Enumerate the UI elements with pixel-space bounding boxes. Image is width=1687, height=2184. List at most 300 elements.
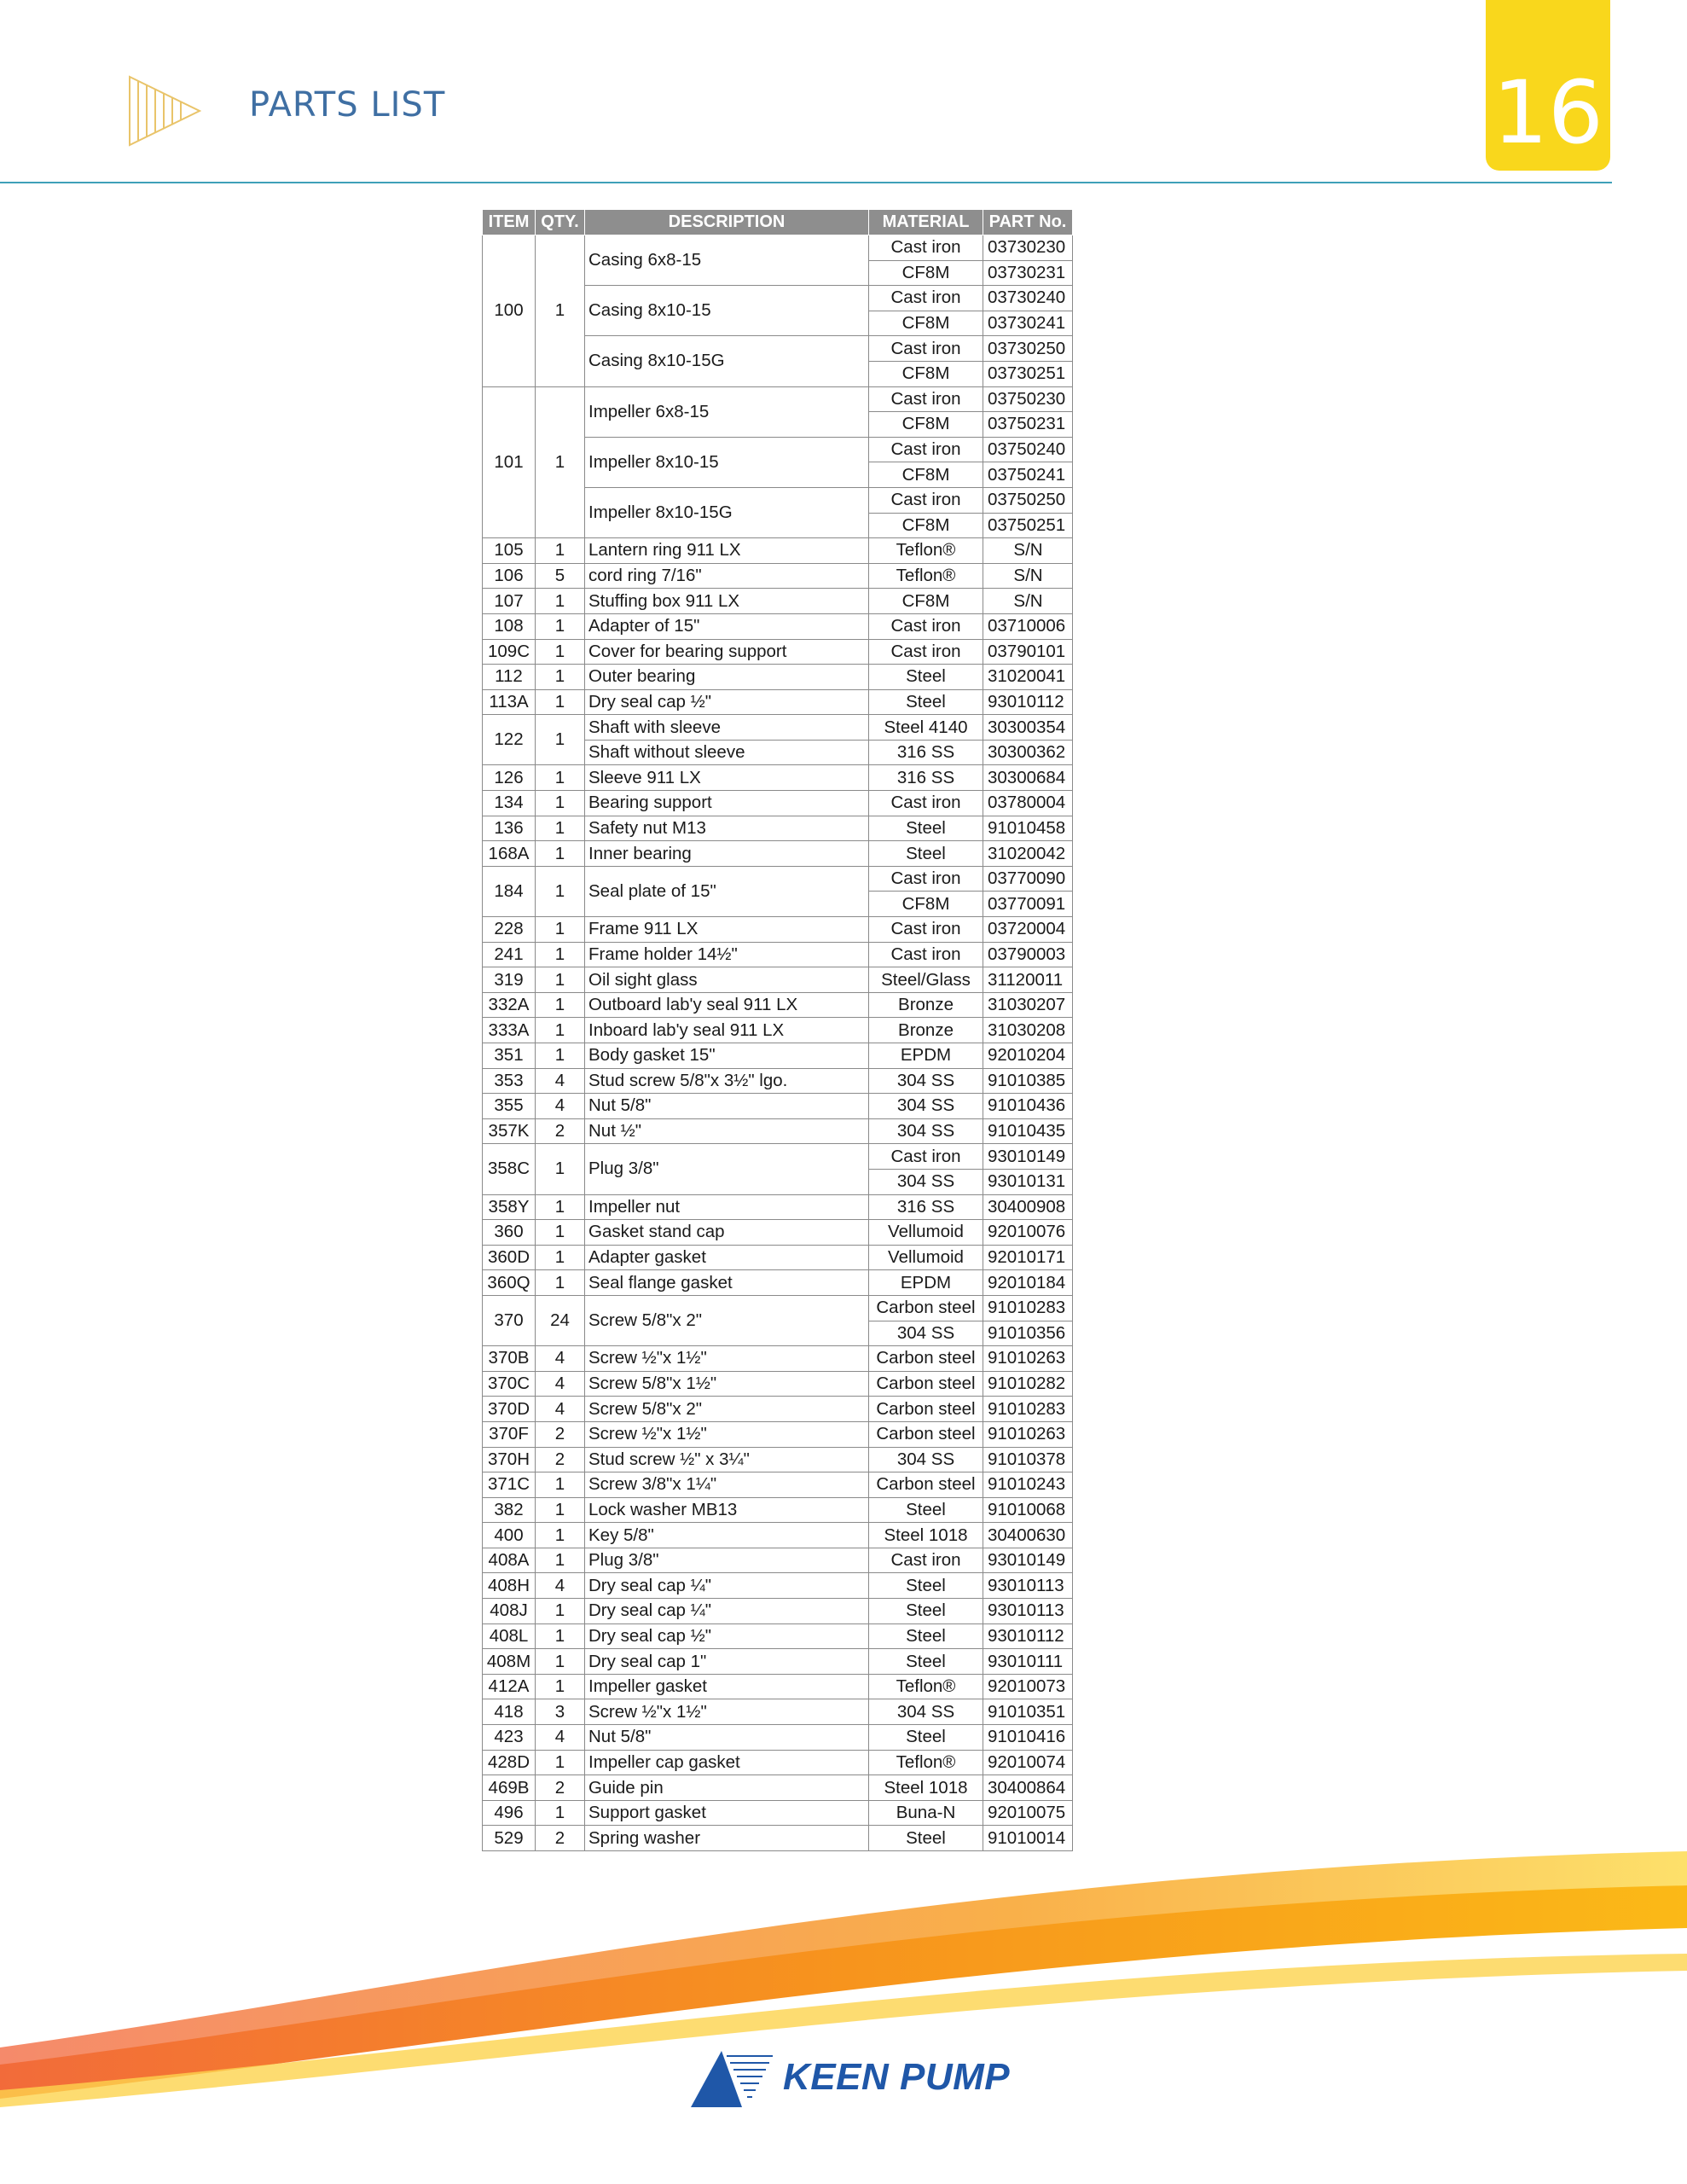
cell-part-no: 03750240 <box>983 437 1073 462</box>
cell-material: Vellumoid <box>869 1220 983 1246</box>
header-part-no: PART No. <box>983 210 1073 235</box>
cell-part-no: 91010385 <box>983 1068 1073 1094</box>
cell-part-no: 92010075 <box>983 1800 1073 1826</box>
table-row <box>483 1623 1073 1649</box>
cell-qty: 5 <box>536 563 585 589</box>
cell-description: Dry seal cap ½" <box>585 1623 869 1649</box>
cell-part-no: 30300684 <box>983 765 1073 791</box>
cell-item: 370B <box>483 1346 536 1372</box>
keen-pump-logo-icon <box>689 2049 774 2109</box>
table-row <box>483 1775 1073 1801</box>
cell-description: Screw ½"x 1½" <box>585 1699 869 1725</box>
cell-description: Outboard lab'y seal 911 LX <box>585 992 869 1018</box>
table-row <box>483 1094 1073 1119</box>
cell-item: 105 <box>483 538 536 564</box>
cell-qty: 1 <box>536 1800 585 1826</box>
table-row <box>483 1371 1073 1397</box>
cell-part-no: 31020042 <box>983 841 1073 867</box>
cell-item: 360D <box>483 1245 536 1270</box>
cell-part-no: 92010076 <box>983 1220 1073 1246</box>
cell-qty: 1 <box>536 967 585 993</box>
cell-material: 304 SS <box>869 1447 983 1472</box>
cell-part-no: 92010074 <box>983 1750 1073 1775</box>
cell-material: Carbon steel <box>869 1421 983 1447</box>
table-row <box>483 1573 1073 1599</box>
cell-qty: 1 <box>536 841 585 867</box>
cell-description: Nut 5/8" <box>585 1725 869 1751</box>
cell-description: Screw 5/8"x 2" <box>585 1295 869 1345</box>
cell-description: Seal plate of 15" <box>585 866 869 916</box>
table-row <box>483 1599 1073 1624</box>
cell-part-no: 91010351 <box>983 1699 1073 1725</box>
cell-item: 428D <box>483 1750 536 1775</box>
table-row <box>483 689 1073 715</box>
cell-material: Cast iron <box>869 791 983 816</box>
cell-description: Screw 3/8"x 1¼" <box>585 1472 869 1498</box>
cell-qty: 1 <box>536 1523 585 1548</box>
cell-qty: 1 <box>536 589 585 614</box>
cell-qty: 4 <box>536 1725 585 1751</box>
table-row <box>483 1472 1073 1498</box>
table-row <box>483 791 1073 816</box>
cell-item: 400 <box>483 1523 536 1548</box>
header-divider <box>0 182 1612 183</box>
cell-material: Carbon steel <box>869 1397 983 1422</box>
cell-qty: 1 <box>536 538 585 564</box>
table-row <box>483 639 1073 665</box>
cell-material: Bronze <box>869 992 983 1018</box>
cell-item: 408H <box>483 1573 536 1599</box>
cell-qty: 1 <box>536 1497 585 1523</box>
cell-material: Steel <box>869 1599 983 1624</box>
cell-item: 136 <box>483 816 536 841</box>
cell-part-no: 03730250 <box>983 336 1073 362</box>
cell-part-no: 03750230 <box>983 386 1073 412</box>
cell-item: 408J <box>483 1599 536 1624</box>
cell-material: Teflon® <box>869 563 983 589</box>
cell-description: Gasket stand cap <box>585 1220 869 1246</box>
cell-description: Dry seal cap 1" <box>585 1649 869 1675</box>
cell-description: Dry seal cap ¼" <box>585 1573 869 1599</box>
cell-qty: 1 <box>536 1018 585 1043</box>
cell-material: 304 SS <box>869 1321 983 1346</box>
cell-qty: 4 <box>536 1068 585 1094</box>
cell-item: 382 <box>483 1497 536 1523</box>
cell-qty: 1 <box>536 1623 585 1649</box>
cell-part-no: 91010416 <box>983 1725 1073 1751</box>
cell-item: 319 <box>483 967 536 993</box>
cell-qty: 4 <box>536 1094 585 1119</box>
cell-part-no: 91010243 <box>983 1472 1073 1498</box>
cell-part-no: 03780004 <box>983 791 1073 816</box>
cell-description: Stud screw ½" x 3¼" <box>585 1447 869 1472</box>
cell-qty: 1 <box>536 1144 585 1194</box>
table-row <box>483 1649 1073 1675</box>
cell-material: Cast iron <box>869 942 983 967</box>
cell-description: Impeller 8x10-15G <box>585 487 869 537</box>
cell-part-no: 30400908 <box>983 1194 1073 1220</box>
cell-qty: 1 <box>536 639 585 665</box>
cell-material: Steel <box>869 816 983 841</box>
cell-material: Steel <box>869 1623 983 1649</box>
cell-material: Cast iron <box>869 386 983 412</box>
cell-description: Casing 8x10-15 <box>585 286 869 336</box>
cell-qty: 24 <box>536 1295 585 1345</box>
cell-material: Steel 1018 <box>869 1775 983 1801</box>
cell-part-no: 03710006 <box>983 613 1073 639</box>
header-material: MATERIAL <box>869 210 983 235</box>
cell-item: 358Y <box>483 1194 536 1220</box>
cell-qty: 1 <box>536 992 585 1018</box>
cell-material: CF8M <box>869 589 983 614</box>
table-header-row <box>483 210 1073 235</box>
cell-material: CF8M <box>869 892 983 917</box>
cell-description: Adapter of 15" <box>585 613 869 639</box>
cell-part-no: 93010112 <box>983 1623 1073 1649</box>
parts-table <box>482 209 1073 1851</box>
cell-qty: 1 <box>536 765 585 791</box>
table-row <box>483 538 1073 564</box>
page-title: PARTS LIST <box>249 85 446 125</box>
cell-description: Screw ½"x 1½" <box>585 1421 869 1447</box>
cell-material: Cast iron <box>869 235 983 261</box>
cell-description: Screw 5/8"x 2" <box>585 1397 869 1422</box>
cell-qty: 1 <box>536 665 585 690</box>
cell-description: Impeller gasket <box>585 1674 869 1699</box>
cell-qty: 1 <box>536 942 585 967</box>
cell-material: Cast iron <box>869 286 983 311</box>
table-row <box>483 1523 1073 1548</box>
cell-qty: 4 <box>536 1397 585 1422</box>
table-row <box>483 1497 1073 1523</box>
cell-part-no: 03770091 <box>983 892 1073 917</box>
header-description: DESCRIPTION <box>585 210 869 235</box>
header-qty: QTY. <box>536 210 585 235</box>
cell-material: Carbon steel <box>869 1346 983 1372</box>
cell-description: Bearing support <box>585 791 869 816</box>
brand-chevron-icon <box>126 73 203 148</box>
table-row <box>483 1397 1073 1422</box>
cell-item: 100 <box>483 235 536 387</box>
cell-part-no: 31030208 <box>983 1018 1073 1043</box>
cell-item: 113A <box>483 689 536 715</box>
cell-material: Carbon steel <box>869 1472 983 1498</box>
cell-part-no: 03750241 <box>983 462 1073 488</box>
cell-part-no: 91010436 <box>983 1094 1073 1119</box>
cell-material: Steel/Glass <box>869 967 983 993</box>
cell-part-no: 91010263 <box>983 1421 1073 1447</box>
table-row <box>483 917 1073 943</box>
cell-part-no: 93010113 <box>983 1599 1073 1624</box>
table-row <box>483 1725 1073 1751</box>
cell-material: CF8M <box>869 260 983 286</box>
cell-material: Steel <box>869 665 983 690</box>
cell-description: Outer bearing <box>585 665 869 690</box>
table-row <box>483 1194 1073 1220</box>
cell-item: 333A <box>483 1018 536 1043</box>
cell-material: 304 SS <box>869 1169 983 1194</box>
cell-material: Teflon® <box>869 1750 983 1775</box>
cell-description: Adapter gasket <box>585 1245 869 1270</box>
cell-item: 412A <box>483 1674 536 1699</box>
cell-part-no: 03750251 <box>983 513 1073 538</box>
cell-part-no: S/N <box>983 563 1073 589</box>
cell-part-no: 92010171 <box>983 1245 1073 1270</box>
cell-item: 370D <box>483 1397 536 1422</box>
cell-item: 353 <box>483 1068 536 1094</box>
cell-qty: 1 <box>536 1194 585 1220</box>
cell-material: 304 SS <box>869 1699 983 1725</box>
cell-description: Inboard lab'y seal 911 LX <box>585 1018 869 1043</box>
cell-material: Carbon steel <box>869 1295 983 1321</box>
cell-description: Nut 5/8" <box>585 1094 869 1119</box>
cell-item: 423 <box>483 1725 536 1751</box>
cell-material: Steel <box>869 689 983 715</box>
cell-item: 408L <box>483 1623 536 1649</box>
page-number-tab <box>1486 0 1610 171</box>
cell-description: Casing 6x8-15 <box>585 235 869 286</box>
table-row <box>483 1245 1073 1270</box>
cell-description: Stuffing box 911 LX <box>585 589 869 614</box>
table-row <box>483 715 1073 741</box>
table-row <box>483 1144 1073 1170</box>
cell-qty: 2 <box>536 1775 585 1801</box>
cell-item: 360 <box>483 1220 536 1246</box>
cell-part-no: 03730251 <box>983 361 1073 386</box>
cell-material: Steel <box>869 1573 983 1599</box>
cell-item: 408M <box>483 1649 536 1675</box>
cell-item: 370 <box>483 1295 536 1345</box>
cell-material: Cast iron <box>869 336 983 362</box>
cell-item: 126 <box>483 765 536 791</box>
cell-item: 168A <box>483 841 536 867</box>
cell-qty: 1 <box>536 1674 585 1699</box>
cell-material: Steel <box>869 1826 983 1851</box>
cell-part-no: 30400864 <box>983 1775 1073 1801</box>
cell-item: 370H <box>483 1447 536 1472</box>
cell-material: 304 SS <box>869 1094 983 1119</box>
cell-part-no: 92010204 <box>983 1043 1073 1069</box>
table-row <box>483 866 1073 892</box>
cell-qty: 2 <box>536 1118 585 1144</box>
cell-material: Cast iron <box>869 639 983 665</box>
cell-description: Screw ½"x 1½" <box>585 1346 869 1372</box>
table-row <box>483 1699 1073 1725</box>
cell-part-no: 03730231 <box>983 260 1073 286</box>
cell-qty: 1 <box>536 791 585 816</box>
cell-item: 370C <box>483 1371 536 1397</box>
cell-description: Guide pin <box>585 1775 869 1801</box>
cell-item: 371C <box>483 1472 536 1498</box>
table-row <box>483 235 1073 261</box>
cell-description: Stud screw 5/8"x 3½" lgo. <box>585 1068 869 1094</box>
cell-part-no: 03730241 <box>983 311 1073 336</box>
cell-part-no: 91010283 <box>983 1397 1073 1422</box>
cell-description: Shaft without sleeve <box>585 740 869 765</box>
cell-material: Buna-N <box>869 1800 983 1826</box>
cell-part-no: 91010283 <box>983 1295 1073 1321</box>
cell-part-no: 91010282 <box>983 1371 1073 1397</box>
cell-description: Dry seal cap ¼" <box>585 1599 869 1624</box>
cell-item: 228 <box>483 917 536 943</box>
cell-qty: 2 <box>536 1826 585 1851</box>
cell-description: Lantern ring 911 LX <box>585 538 869 564</box>
cell-part-no: 93010112 <box>983 689 1073 715</box>
cell-material: 304 SS <box>869 1068 983 1094</box>
cell-qty: 1 <box>536 1043 585 1069</box>
cell-qty: 1 <box>536 1599 585 1624</box>
cell-material: Carbon steel <box>869 1371 983 1397</box>
cell-material: Steel <box>869 1725 983 1751</box>
cell-qty: 1 <box>536 1750 585 1775</box>
cell-part-no: 31120011 <box>983 967 1073 993</box>
cell-qty: 2 <box>536 1447 585 1472</box>
cell-part-no: 93010113 <box>983 1573 1073 1599</box>
table-row <box>483 589 1073 614</box>
table-row <box>483 386 1073 412</box>
cell-part-no: S/N <box>983 589 1073 614</box>
cell-item: 106 <box>483 563 536 589</box>
cell-item: 358C <box>483 1144 536 1194</box>
cell-item: 241 <box>483 942 536 967</box>
header-item: ITEM <box>483 210 536 235</box>
cell-description: Key 5/8" <box>585 1523 869 1548</box>
cell-part-no: 03790101 <box>983 639 1073 665</box>
cell-part-no: 91010356 <box>983 1321 1073 1346</box>
cell-part-no: 03750250 <box>983 487 1073 513</box>
cell-qty: 1 <box>536 715 585 765</box>
cell-item: 469B <box>483 1775 536 1801</box>
cell-material: Cast iron <box>869 1548 983 1573</box>
cell-material: 316 SS <box>869 1194 983 1220</box>
cell-description: Lock washer MB13 <box>585 1497 869 1523</box>
cell-part-no: 93010149 <box>983 1548 1073 1573</box>
cell-qty: 1 <box>536 689 585 715</box>
cell-qty: 1 <box>536 866 585 916</box>
cell-qty: 1 <box>536 917 585 943</box>
cell-part-no: 03730240 <box>983 286 1073 311</box>
cell-material: Vellumoid <box>869 1245 983 1270</box>
cell-part-no: 03770090 <box>983 866 1073 892</box>
cell-item: 122 <box>483 715 536 765</box>
cell-qty: 1 <box>536 1548 585 1573</box>
cell-description: Frame 911 LX <box>585 917 869 943</box>
cell-description: Sleeve 911 LX <box>585 765 869 791</box>
cell-part-no: 91010263 <box>983 1346 1073 1372</box>
cell-part-no: 91010014 <box>983 1826 1073 1851</box>
table-row <box>483 765 1073 791</box>
cell-qty: 1 <box>536 1220 585 1246</box>
cell-item: 351 <box>483 1043 536 1069</box>
cell-description: Spring washer <box>585 1826 869 1851</box>
cell-part-no: 30300362 <box>983 740 1073 765</box>
cell-description: Shaft with sleeve <box>585 715 869 741</box>
cell-part-no: 92010073 <box>983 1674 1073 1699</box>
cell-item: 418 <box>483 1699 536 1725</box>
cell-material: EPDM <box>869 1270 983 1296</box>
cell-material: Steel <box>869 841 983 867</box>
cell-description: Impeller nut <box>585 1194 869 1220</box>
cell-item: 529 <box>483 1826 536 1851</box>
table-row <box>483 1118 1073 1144</box>
cell-material: Cast iron <box>869 437 983 462</box>
cell-description: Body gasket 15" <box>585 1043 869 1069</box>
cell-item: 107 <box>483 589 536 614</box>
cell-description: Cover for bearing support <box>585 639 869 665</box>
table-row <box>483 841 1073 867</box>
cell-item: 184 <box>483 866 536 916</box>
cell-material: CF8M <box>869 311 983 336</box>
cell-qty: 1 <box>536 816 585 841</box>
table-row <box>483 563 1073 589</box>
cell-item: 134 <box>483 791 536 816</box>
cell-material: CF8M <box>869 361 983 386</box>
cell-material: 304 SS <box>869 1118 983 1144</box>
table-row <box>483 1674 1073 1699</box>
cell-description: Impeller cap gasket <box>585 1750 869 1775</box>
cell-part-no: 03720004 <box>983 917 1073 943</box>
cell-description: Seal flange gasket <box>585 1270 869 1296</box>
cell-material: Cast iron <box>869 866 983 892</box>
cell-qty: 4 <box>536 1346 585 1372</box>
cell-part-no: 31030207 <box>983 992 1073 1018</box>
cell-material: Steel <box>869 1649 983 1675</box>
cell-part-no: 93010111 <box>983 1649 1073 1675</box>
cell-part-no: 03730230 <box>983 235 1073 261</box>
cell-material: CF8M <box>869 462 983 488</box>
cell-part-no: 91010378 <box>983 1447 1073 1472</box>
table-row <box>483 613 1073 639</box>
cell-item: 496 <box>483 1800 536 1826</box>
cell-part-no: 03790003 <box>983 942 1073 967</box>
cell-item: 109C <box>483 639 536 665</box>
cell-description: Impeller 8x10-15 <box>585 437 869 487</box>
cell-item: 332A <box>483 992 536 1018</box>
cell-part-no: 30400630 <box>983 1523 1073 1548</box>
table-row <box>483 967 1073 993</box>
cell-part-no: 91010435 <box>983 1118 1073 1144</box>
table-row <box>483 992 1073 1018</box>
cell-part-no: 03750231 <box>983 412 1073 438</box>
cell-description: Oil sight glass <box>585 967 869 993</box>
table-row <box>483 1548 1073 1573</box>
cell-material: CF8M <box>869 513 983 538</box>
footer-brand-name: KEEN PUMP <box>783 2056 1011 2098</box>
cell-qty: 1 <box>536 1472 585 1498</box>
cell-description: Plug 3/8" <box>585 1144 869 1194</box>
cell-item: 101 <box>483 386 536 538</box>
cell-item: 357K <box>483 1118 536 1144</box>
table-row <box>483 1800 1073 1826</box>
table-row <box>483 1750 1073 1775</box>
cell-item: 370F <box>483 1421 536 1447</box>
table-row <box>483 1295 1073 1321</box>
cell-material: Steel 4140 <box>869 715 983 741</box>
table-row <box>483 1421 1073 1447</box>
cell-description: Inner bearing <box>585 841 869 867</box>
cell-part-no: 93010149 <box>983 1144 1073 1170</box>
cell-description: Plug 3/8" <box>585 1548 869 1573</box>
table-row <box>483 1043 1073 1069</box>
page-number: 16 <box>1493 62 1603 164</box>
table-row <box>483 665 1073 690</box>
cell-qty: 4 <box>536 1573 585 1599</box>
cell-material: Teflon® <box>869 1674 983 1699</box>
cell-qty: 1 <box>536 1245 585 1270</box>
cell-qty: 2 <box>536 1421 585 1447</box>
cell-qty: 3 <box>536 1699 585 1725</box>
cell-material: Cast iron <box>869 487 983 513</box>
